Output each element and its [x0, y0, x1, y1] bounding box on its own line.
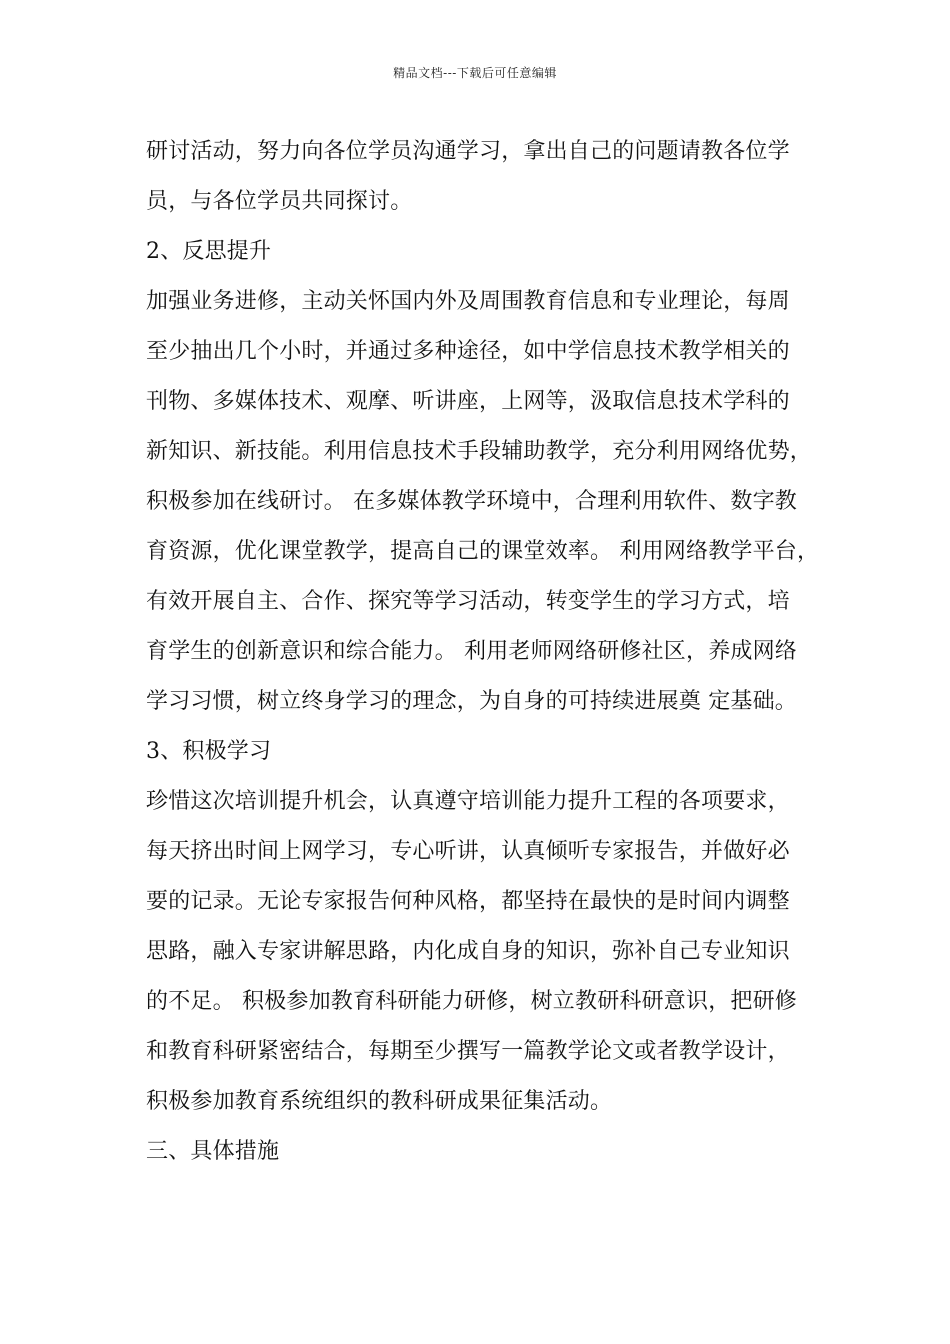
text-line: 有效开展自主、合作、探究等学习活动，转变学生的学习方式，培 — [146, 589, 790, 614]
text-line: 积极参加在线研讨。 在多媒体教学环境中，合理利用软件、数字教 — [146, 489, 797, 514]
text-line: 积极参加教育系统组织的教科研成果征集活动。 — [146, 1089, 613, 1114]
text-line: 要的记录。无论专家报告何种风格，都坚持在最快的是时间内调整 — [146, 889, 790, 914]
section-heading: 3、积极学习 — [146, 739, 272, 764]
text-line: 刊物、多媒体技术、观摩、听讲座，上网等，汲取信息技术学科的 — [146, 389, 790, 414]
text-line: 育资源，优化课堂教学，提高自己的课堂效率。 利用网络教学平台， — [146, 539, 820, 564]
document-body — [146, 127, 826, 1177]
text-line: 研讨活动，努力向各位学员沟通学习，拿出自己的问题请教各位学 — [146, 139, 790, 164]
page-header: 精品文档---下载后可任意编辑 — [393, 66, 557, 80]
text-line: 员，与各位学员共同探讨。 — [146, 189, 413, 214]
text-line: 学习习惯，树立终身学习的理念，为自身的可持续进展奠 定基础。 — [146, 689, 797, 714]
text-line: 至少抽出几个小时，并通过多种途径，如中学信息技术教学相关的 — [146, 339, 790, 364]
text-line: 珍惜这次培训提升机会，认真遵守培训能力提升工程的各项要求， — [146, 789, 790, 814]
text-line: 育学生的创新意识和综合能力。 利用老师网络研修社区，养成网络 — [146, 639, 797, 664]
text-line: 新知识、新技能。利用信息技术手段辅助教学，充分利用网络优势， — [146, 439, 813, 464]
text-line: 思路，融入专家讲解思路，内化成自身的知识，弥补自己专业知识 — [146, 939, 790, 964]
text-line: 加强业务进修，主动关怀国内外及周围教育信息和专业理论，每周 — [146, 289, 790, 314]
section-heading: 三、具体措施 — [146, 1139, 280, 1164]
text-line: 的不足。 积极参加教育科研能力研修，树立教研科研意识，把研修 — [146, 989, 797, 1014]
text-line: 和教育科研紧密结合，每期至少撰写一篇教学论文或者教学设计， — [146, 1039, 790, 1064]
section-heading: 2、反思提升 — [146, 239, 272, 264]
text-line: 每天挤出时间上网学习，专心听讲，认真倾听专家报告，并做好必 — [146, 839, 790, 864]
